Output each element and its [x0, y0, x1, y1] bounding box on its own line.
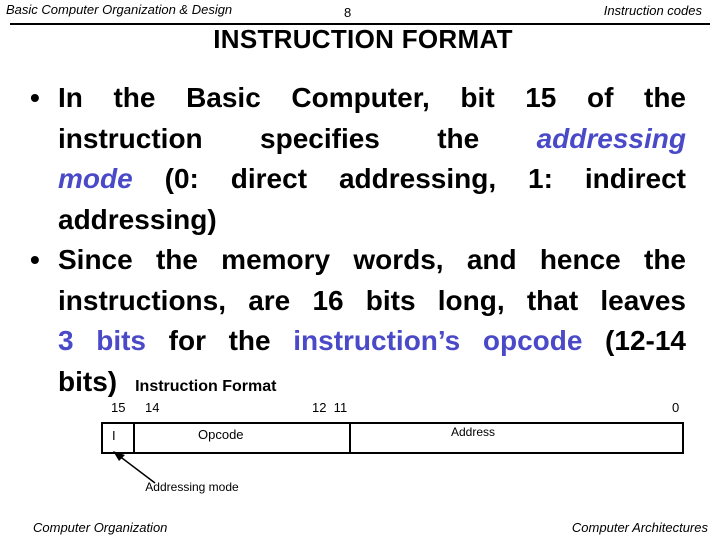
addressing-mode-caption: Addressing mode — [145, 480, 239, 494]
bit-label-0: 0 — [672, 400, 680, 415]
header-page-number: 8 — [344, 5, 352, 20]
text-run: for the — [146, 325, 294, 356]
text-run: (0: direct addressing, 1: indirect — [132, 163, 686, 194]
footer-right: Computer Architectures — [571, 520, 708, 535]
field-opcode: Opcode — [198, 427, 244, 442]
text-run: instruction specifies the — [58, 122, 537, 154]
instruction-format-label: Instruction Format — [135, 377, 277, 395]
bit-label-12-11: 12 11 — [312, 400, 348, 415]
text-run: bits) — [58, 365, 118, 397]
arrow-line — [118, 455, 155, 483]
bullet-line: addressing) — [58, 203, 217, 235]
bullet-dot: • — [30, 244, 40, 275]
term-mode: mode — [58, 163, 133, 194]
bullet-line: instructions, are 16 bits long, that leaves — [58, 284, 686, 316]
bullet-line: In the Basic Computer, bit 15 of the — [58, 82, 686, 113]
field-i: I — [112, 428, 116, 443]
text-run: (12-14 — [582, 325, 686, 356]
header-section-title: Instruction codes — [603, 3, 702, 18]
footer-left: Computer Organization — [33, 520, 168, 535]
bullet-dot: • — [30, 82, 40, 113]
bullet-line: Since the memory words, and hence the — [58, 244, 686, 275]
term-opcode: instruction’s opcode — [293, 325, 583, 356]
term-addressing: addressing — [536, 122, 686, 154]
slide-title-text: INSTRUCTION FORMAT — [213, 24, 513, 54]
header-course-title: Basic Computer Organization & Design — [6, 2, 233, 17]
term-3-bits: 3 bits — [58, 325, 146, 356]
bit-label-14: 14 — [145, 400, 160, 415]
bit-label-15: 15 — [111, 400, 126, 415]
field-address: Address — [451, 425, 496, 439]
